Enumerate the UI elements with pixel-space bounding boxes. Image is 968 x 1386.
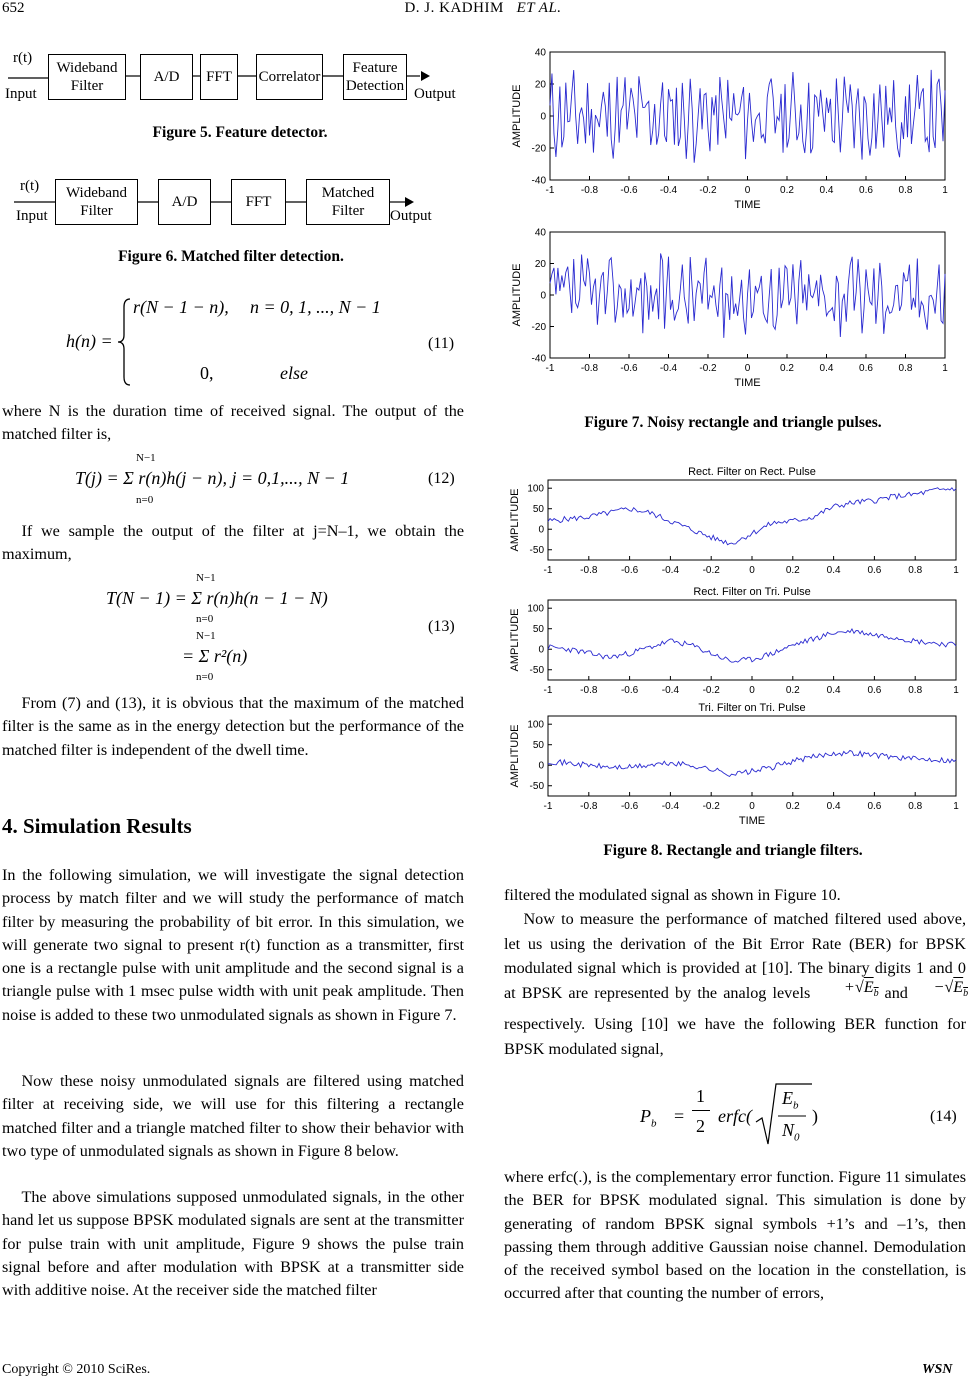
x-tick-label: 0.8 bbox=[898, 185, 913, 196]
x-tick-label: 0.2 bbox=[780, 363, 794, 374]
x-tick-label: 1 bbox=[953, 565, 959, 576]
chart-title: Rect. Filter on Rect. Pulse bbox=[688, 466, 816, 478]
y-tick-label: 0 bbox=[540, 290, 546, 302]
y-tick-label: 20 bbox=[534, 79, 546, 91]
x-tick-label: 1 bbox=[942, 185, 948, 196]
x-tick-label: 0.2 bbox=[780, 185, 794, 196]
eq14-number: (14) bbox=[930, 1108, 957, 1125]
left-para-2: If we sample the output of the filter at j=N–1, we obtain the maximum, bbox=[2, 522, 464, 564]
left-para-5: Now these noisy unmodulated signals are filtered using matched filter at receiving side, we will use for this filtering a rectangle matched filter and a triangle matched filter to show their behavior with two type of unmodulated signals as shown in Figure 8 below. bbox=[2, 1072, 464, 1160]
eq14-lhs: $P_b$ bbox=[640, 1106, 657, 1130]
fig5-input-label: Input bbox=[5, 86, 37, 102]
y-tick-label: 50 bbox=[532, 740, 544, 752]
y-tick-label: -40 bbox=[531, 353, 546, 365]
fig5-input-signal: r(t) bbox=[13, 50, 33, 66]
x-tick-label: 0.4 bbox=[819, 185, 834, 196]
x-tick-label: -1 bbox=[543, 565, 553, 576]
left-para-3: From (7) and (13), it is obvious that the maximum of the matched filter is the same as in the energy detection but the performance of the matched filter is independent of the dwell time. bbox=[2, 694, 464, 759]
x-tick-label: 0.6 bbox=[859, 363, 873, 374]
x-tick-label: 0.6 bbox=[867, 801, 882, 812]
y-axis-label: AMPLITUDE bbox=[509, 724, 521, 788]
eq14-fraction-bar bbox=[692, 1110, 710, 1111]
chart-title: Tri. Filter on Tri. Pulse bbox=[698, 702, 806, 714]
x-tick-label: -0.4 bbox=[661, 565, 680, 576]
y-tick-label: 20 bbox=[534, 259, 546, 270]
equation-13: N−1 T(N − 1) = Σ r(n)h(n − 1 − N) n=0 N−1 = Σ r²(n) n=0 (13) bbox=[106, 572, 455, 683]
eq11-cond2: else bbox=[280, 363, 308, 383]
x-tick-label: 0.6 bbox=[867, 685, 882, 696]
x-tick-label: 0 bbox=[749, 565, 755, 576]
equation-14: $P_b$ = 1 2 erfc( $E_b$ $N_0$ ) (14) bbox=[500, 1080, 966, 1160]
x-tick-label: -1 bbox=[543, 685, 553, 696]
x-tick-label: -0.8 bbox=[580, 685, 598, 696]
fig5-block-fft: FFT bbox=[200, 54, 238, 100]
x-tick-label: -0.6 bbox=[620, 185, 638, 196]
x-tick-label: -0.4 bbox=[659, 363, 678, 374]
x-axis-label: TIME bbox=[734, 377, 761, 389]
x-tick-label: 0.4 bbox=[826, 801, 841, 812]
y-tick-label: -50 bbox=[529, 545, 544, 557]
y-tick-label: -20 bbox=[531, 322, 546, 333]
x-tick-label: -1 bbox=[545, 363, 555, 374]
y-tick-label: 0 bbox=[538, 644, 544, 656]
fig6-output-label: Output bbox=[390, 208, 432, 224]
fig6-diagram bbox=[0, 172, 470, 242]
eq12-number: (12) bbox=[428, 470, 455, 487]
y-axis-label: AMPLITUDE bbox=[511, 84, 523, 148]
x-tick-label: 0.8 bbox=[898, 363, 913, 374]
running-title: D. J. KADHIM ET AL. bbox=[404, 0, 562, 16]
y-tick-label: 50 bbox=[532, 624, 544, 636]
y-tick-label: 50 bbox=[532, 504, 544, 516]
y-tick-label: -40 bbox=[531, 175, 546, 187]
fig6-block-ad: A/D bbox=[158, 179, 211, 225]
y-tick-label: -20 bbox=[531, 143, 546, 155]
x-axis-label: TIME bbox=[738, 815, 766, 827]
fig8-caption: Figure 8. Rectangle and triangle filters. bbox=[603, 842, 863, 859]
right-para-2: Now to measure the performance of matched filtered used above, let us using the derivation of the Bit Error Rate (BER) for BPSK modulated signal which is provided at [10]. The binary digits 1 and 0 at BPSK are represented by the analog levels $+√E_b$ and $-√E_b$ respectively. Using [10] we have the following BER function for BPSK modulated signal, bbox=[504, 910, 968, 1058]
fig7-chart-rectangle bbox=[502, 44, 952, 224]
section-heading: 4. Simulation Results bbox=[2, 814, 192, 838]
fig8-chart-tri-tri bbox=[502, 694, 962, 828]
x-tick-label: 0.4 bbox=[826, 685, 841, 696]
fig7-chart-triangle bbox=[502, 222, 952, 402]
x-tick-label: 0.6 bbox=[867, 565, 882, 576]
x-tick-label: 0.8 bbox=[908, 685, 923, 696]
x-tick-label: 0.8 bbox=[908, 565, 923, 576]
right-para-1: filtered the modulated signal as shown in Figure 10. bbox=[504, 886, 841, 904]
x-tick-label: 1 bbox=[942, 363, 948, 374]
y-tick-label: 0 bbox=[540, 111, 546, 123]
fig6-block-wideband: Wideband Filter bbox=[55, 179, 138, 225]
x-tick-label: 0.2 bbox=[785, 685, 800, 696]
page-number: 652 bbox=[2, 0, 25, 16]
x-tick-label: 0 bbox=[744, 185, 751, 196]
fig8-chart-rect-rect bbox=[502, 458, 962, 598]
x-tick-label: -0.6 bbox=[620, 801, 639, 812]
x-tick-label: 0.8 bbox=[908, 801, 923, 812]
x-tick-label: -0.8 bbox=[580, 185, 599, 196]
x-tick-label: -0.8 bbox=[580, 565, 598, 576]
x-tick-label: 0.4 bbox=[819, 363, 834, 374]
x-tick-label: 0.6 bbox=[859, 185, 873, 196]
left-para-1: where N is the duration time of received signal. The output of the matched filter is, bbox=[2, 402, 464, 444]
y-tick-label: 40 bbox=[534, 227, 546, 239]
x-tick-label: -0.8 bbox=[580, 363, 599, 374]
y-tick-label: 0 bbox=[538, 760, 544, 772]
y-tick-label: 100 bbox=[527, 719, 544, 731]
y-tick-label: -50 bbox=[529, 781, 544, 793]
eq11-number: (11) bbox=[428, 335, 455, 352]
x-tick-label: 0 bbox=[749, 801, 755, 812]
x-tick-label: -0.4 bbox=[659, 185, 678, 196]
x-tick-label: -0.2 bbox=[699, 363, 717, 374]
x-axis-label: TIME bbox=[734, 199, 761, 211]
left-para-6: The above simulations supposed unmodulated signals, in the other hand let us suppose BPSK modulated signals are sent at the transmitter for pulse train with unit amplitude, Figure 9 shows the pulse train signal before and after modulation with BPSK at a transmitter side with additive noise. At the receiver side the matched filter bbox=[2, 1188, 464, 1300]
x-tick-label: 1 bbox=[953, 801, 959, 812]
footer-journal: WSN bbox=[922, 1362, 953, 1377]
plot-frame bbox=[548, 480, 956, 560]
page-header bbox=[0, 0, 966, 22]
chart-title: Rect. Filter on Tri. Pulse bbox=[693, 586, 811, 598]
x-tick-label: -0.8 bbox=[580, 801, 598, 812]
y-tick-label: 40 bbox=[534, 47, 546, 59]
fig5-output-label: Output bbox=[414, 86, 456, 102]
y-tick-label: 0 bbox=[538, 524, 544, 536]
y-tick-label: -50 bbox=[529, 665, 544, 677]
left-para-4: In the following simulation, we will investigate the signal detection process by match filter and we will study the performance of match filter by measuring the probability of bit error. In this simulation, we will generate two signal to present r(t) function as a transmitter, first one is a rectangle pulse with unit amplitude and the second signal is a triangle pulse with 1 msec pulse width with unit peak amplitude. Then noise is added to these two unmodulated signals as shown in Figure 7. bbox=[2, 866, 464, 1024]
fig6-input-label: Input bbox=[16, 208, 48, 224]
x-tick-label: 0 bbox=[744, 363, 751, 374]
fig6-input-signal: r(t) bbox=[20, 178, 40, 194]
x-tick-label: 0.2 bbox=[785, 565, 800, 576]
x-tick-label: 0.2 bbox=[785, 801, 800, 812]
y-axis-label: AMPLITUDE bbox=[511, 263, 523, 327]
fig5-block-wideband: Wideband Filter bbox=[48, 54, 126, 100]
y-tick-label: 100 bbox=[527, 483, 544, 495]
x-tick-label: -1 bbox=[543, 801, 553, 812]
fig7-caption: Figure 7. Noisy rectangle and triangle pulses. bbox=[584, 414, 882, 431]
eq13-line2: = Σ r²(n) bbox=[182, 646, 248, 666]
fig6-block-fft: FFT bbox=[231, 179, 286, 225]
x-tick-label: 0 bbox=[749, 685, 755, 696]
equation-11 bbox=[0, 295, 470, 390]
eq11-case1: r(N − 1 − n), bbox=[133, 297, 229, 317]
fig5-block-ad: A/D bbox=[140, 54, 193, 100]
footer-copyright: Copyright © 2010 SciRes. bbox=[2, 1362, 151, 1377]
x-tick-label: -1 bbox=[545, 185, 555, 196]
x-tick-label: -0.6 bbox=[620, 363, 638, 374]
eq11-cond1: n = 0, 1, ..., N − 1 bbox=[250, 297, 381, 317]
eq11-lhs: h(n) = bbox=[66, 331, 113, 351]
x-tick-label: -0.2 bbox=[702, 565, 720, 576]
y-axis-label: AMPLITUDE bbox=[509, 488, 521, 552]
fig6-block-matched-filter: Matched Filter bbox=[306, 179, 390, 225]
y-tick-label: 100 bbox=[527, 603, 544, 615]
x-tick-label: 0.4 bbox=[826, 565, 841, 576]
equation-12: N−1 T(j) = Σ r(n)h(j − n), j = 0,1,..., N − 1 n=0 (12) bbox=[75, 452, 455, 506]
minus-sqrt-eb: $-√E_b$ bbox=[933, 977, 968, 999]
fig5-block-correlator: Correlator bbox=[256, 54, 323, 100]
plot-frame bbox=[548, 600, 956, 680]
plus-sqrt-eb: $+√E_b$ bbox=[835, 977, 879, 999]
x-tick-label: -0.2 bbox=[699, 185, 717, 196]
fig5-caption: Figure 5. Feature detector. bbox=[152, 124, 328, 141]
x-tick-label: -0.6 bbox=[620, 685, 639, 696]
right-para-3: where erfc(.), is the complementary error function. Figure 11 simulates the BER for BPSK modulated signal. This simulation is done by generating of random BPSK signal symbols +1’s and –1’s, then passing them through additive Gaussian noise channel. Demodulation of the received symbol based on the location in the constellation, is occurred after that counting the number of errors, bbox=[504, 1168, 966, 1303]
eq11-case2: 0, bbox=[200, 363, 214, 383]
x-tick-label: -0.2 bbox=[702, 801, 720, 812]
x-tick-label: -0.4 bbox=[661, 685, 680, 696]
x-tick-label: -0.4 bbox=[661, 801, 680, 812]
y-axis-label: AMPLITUDE bbox=[509, 608, 521, 672]
fig6-caption: Figure 6. Matched filter detection. bbox=[118, 248, 344, 265]
x-tick-label: 1 bbox=[953, 685, 959, 696]
eq13-line1: T(N − 1) = Σ r(n)h(n − 1 − N) bbox=[106, 588, 328, 608]
x-tick-label: -0.2 bbox=[702, 685, 720, 696]
fig5-diagram bbox=[0, 40, 470, 110]
fig5-block-feature-detection: Feature Detection bbox=[343, 54, 407, 100]
x-tick-label: -0.6 bbox=[620, 565, 639, 576]
eq12-text: T(j) = Σ r(n)h(j − n), j = 0,1,..., N − 1 bbox=[75, 468, 350, 488]
eq13-number: (13) bbox=[428, 618, 455, 635]
